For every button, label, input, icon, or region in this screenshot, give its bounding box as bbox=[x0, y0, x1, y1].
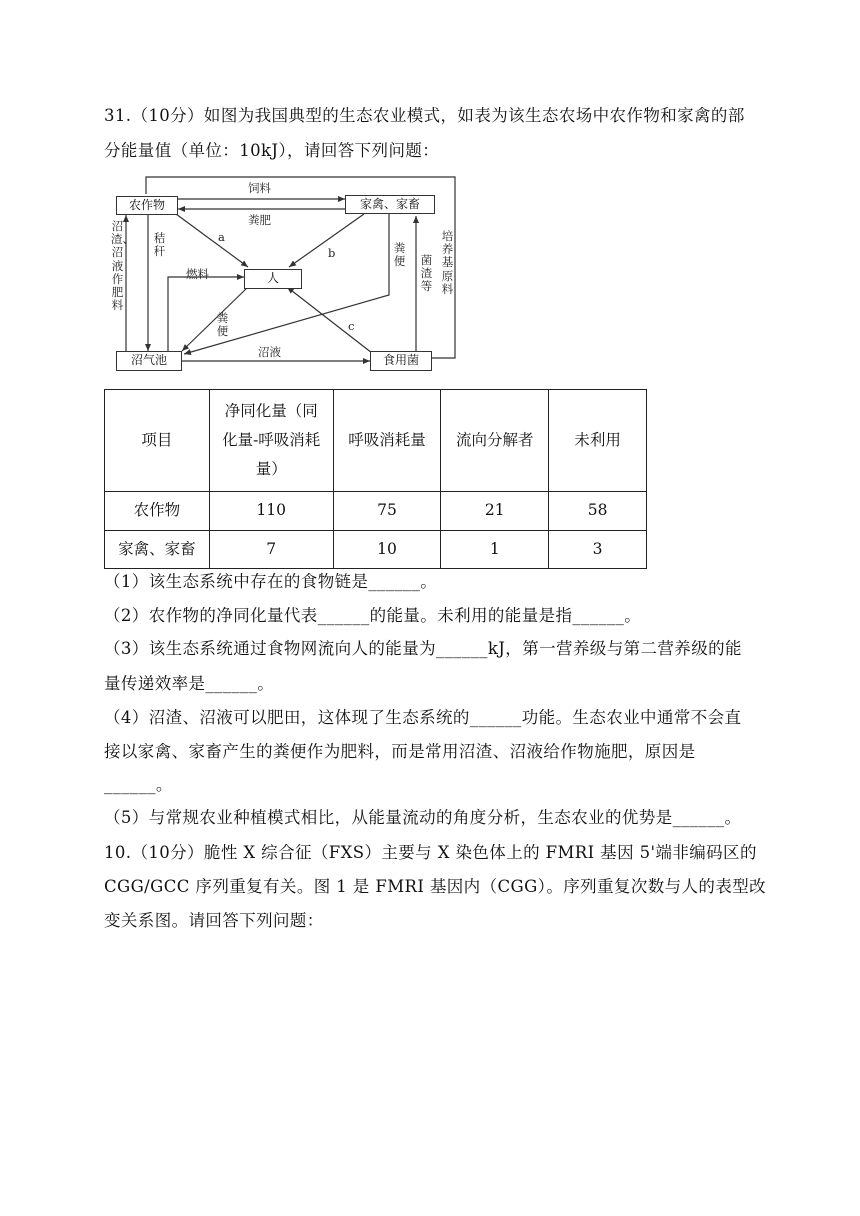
question-1: （1）该生态系统中存在的食物链是______。 bbox=[104, 572, 438, 591]
header-line: 化量-呼吸消耗 bbox=[222, 430, 321, 449]
table-header-row bbox=[105, 390, 647, 492]
question-5: （5）与常规农业种植模式相比，从能量流动的角度分析，生态农业的优势是______。 bbox=[104, 808, 742, 827]
label-a: a bbox=[218, 230, 225, 244]
q31-line1: 31.（10分）如图为我国典型的生态农业模式，如表为该生态农场中农作物和家禽的部 bbox=[104, 106, 745, 125]
table-header bbox=[209, 390, 333, 492]
table-cell: 110 bbox=[209, 491, 333, 530]
label-residue-fertilizer: 沼渣、沼液作肥料 bbox=[111, 219, 134, 313]
q31-line2: 分能量值（单位：10kJ），请回答下列问题： bbox=[104, 141, 440, 160]
node-human: 人 bbox=[244, 269, 302, 289]
question-4-line3: ______。 bbox=[104, 775, 173, 794]
q10-line3: 变关系图。请回答下列问题： bbox=[104, 911, 324, 930]
node-fungus: 食用菌 bbox=[370, 351, 432, 371]
question-3-line1: （3）该生态系统通过食物网流向人的能量为______kJ，第一营养级与第二营养级的能 bbox=[104, 639, 742, 658]
label-b: b bbox=[328, 246, 336, 260]
question-2: （2）农作物的净同化量代表______的能量。未利用的能量是指______。 bbox=[104, 606, 642, 625]
label-c: c bbox=[348, 319, 355, 333]
table-cell: 7 bbox=[209, 530, 333, 568]
table-cell: 农作物 bbox=[105, 491, 210, 530]
node-crops: 农作物 bbox=[116, 196, 178, 215]
node-poultry: 家禽、家畜 bbox=[345, 195, 435, 214]
label-feces-poultry: 粪便 bbox=[393, 241, 406, 269]
table-cell: 10 bbox=[333, 530, 441, 568]
header-line: 净同化量（同 bbox=[224, 401, 318, 420]
label-straw: 秸秆 bbox=[153, 231, 166, 259]
label-fungus-residue: 菌渣等 bbox=[420, 253, 433, 294]
table-header: 呼吸消耗量 bbox=[333, 390, 441, 492]
label-slurry: 沼液 bbox=[258, 345, 281, 359]
label-feed: 饲料 bbox=[248, 181, 271, 195]
q10-line2: CGG/GCC 序列重复有关。图 1 是 FMRI 基因内（CGG）。序列重复次数与人的表型改 bbox=[104, 877, 767, 896]
table-row bbox=[105, 491, 647, 530]
label-fuel: 燃料 bbox=[186, 267, 209, 281]
table-row bbox=[105, 530, 647, 568]
table-cell: 21 bbox=[441, 491, 549, 530]
label-feces-human: 粪便 bbox=[216, 311, 229, 339]
question-4-line1: （4）沼渣、沼液可以肥田，这体现了生态系统的______功能。生态农业中通常不会直 bbox=[104, 708, 742, 727]
label-culture-material: 培养基原料 bbox=[441, 229, 454, 296]
table-cell: 1 bbox=[441, 530, 549, 568]
table-cell: 家禽、家畜 bbox=[105, 530, 210, 568]
label-manure: 粪肥 bbox=[248, 213, 271, 227]
node-biogas: 沼气池 bbox=[116, 351, 182, 371]
eco-agriculture-diagram bbox=[104, 170, 464, 376]
table-header: 流向分解者 bbox=[441, 390, 549, 492]
table-header: 未利用 bbox=[549, 390, 647, 492]
table-header: 项目 bbox=[105, 390, 210, 492]
q10-line1: 10.（10分）脆性 X 综合征（FXS）主要与 X 染色体上的 FMRI 基因 5'端非编码区的 bbox=[104, 843, 757, 862]
table-cell: 3 bbox=[549, 530, 647, 568]
header-line: 量） bbox=[255, 459, 287, 478]
question-3-line2: 量传递效率是______。 bbox=[104, 674, 275, 693]
arrow-a bbox=[176, 214, 248, 267]
arrow-c bbox=[287, 287, 372, 353]
table-cell: 58 bbox=[549, 491, 647, 530]
arrow-b bbox=[289, 214, 364, 267]
energy-table bbox=[104, 389, 647, 569]
arrow-feces-human bbox=[182, 287, 248, 351]
table-cell: 75 bbox=[333, 491, 441, 530]
question-4-line2: 接以家禽、家畜产生的粪便作为肥料，而是常用沼渣、沼液给作物施肥，原因是 bbox=[104, 742, 696, 761]
